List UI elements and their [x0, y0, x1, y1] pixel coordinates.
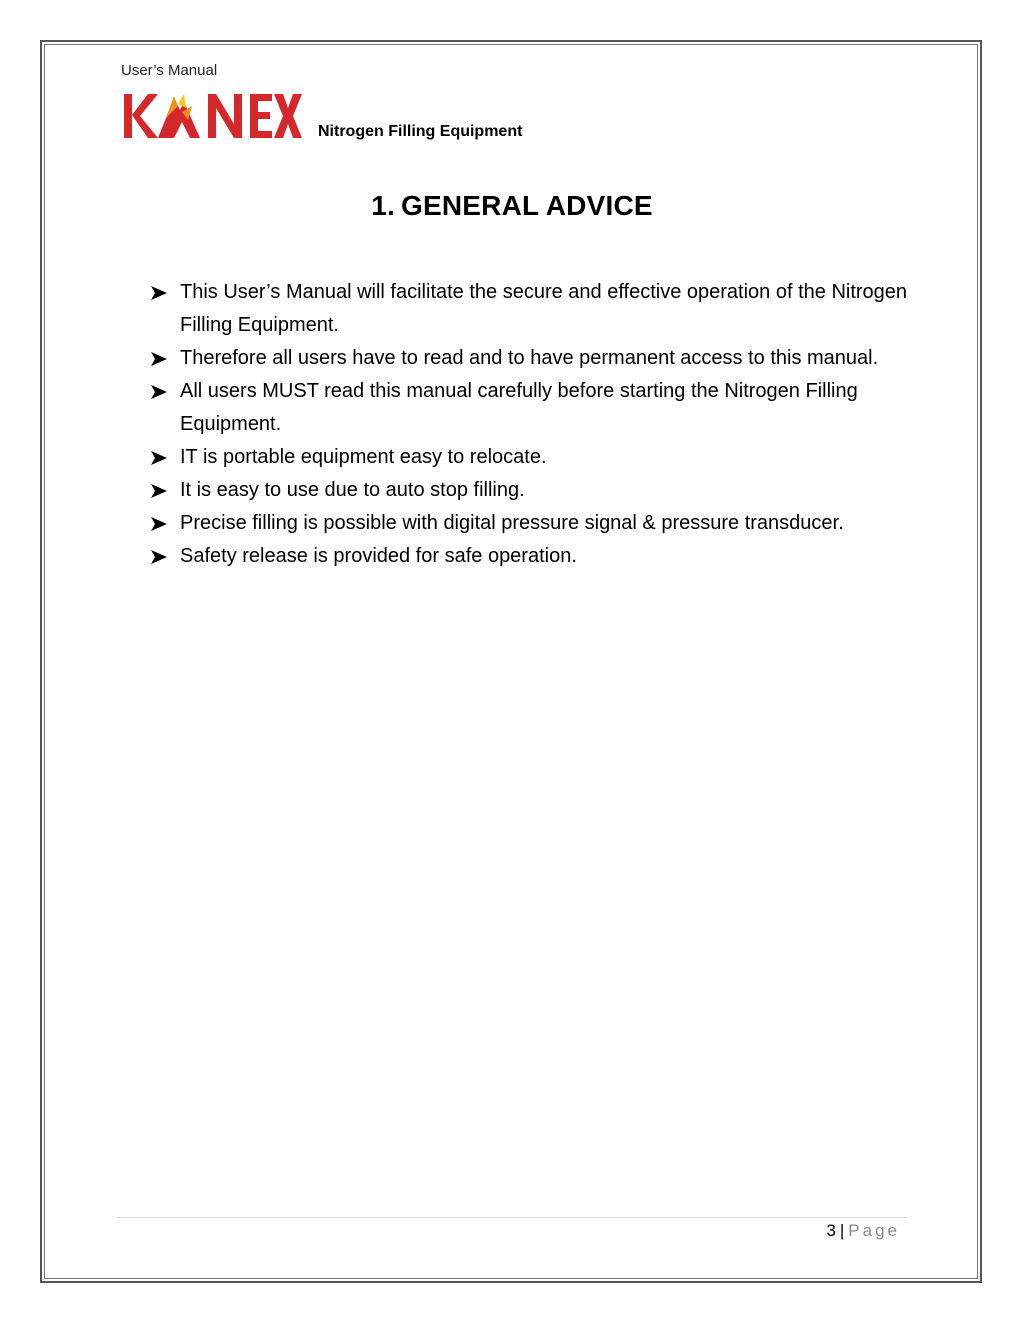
advice-list: [150, 276, 910, 573]
arrowhead-bullet-icon: [151, 484, 167, 498]
section-title: GENERAL ADVICE: [401, 190, 653, 221]
page-number: 3: [826, 1221, 836, 1240]
arrowhead-bullet-icon: [151, 385, 167, 399]
arrowhead-bullet-icon: [151, 286, 167, 300]
arrowhead-bullet-icon: [151, 550, 167, 564]
list-item-text: All users MUST read this manual carefully before starting the Nitrogen Filling Equipment.: [180, 380, 858, 435]
kanex-logo: [122, 88, 302, 142]
list-item-text: Safety release is provided for safe operation.: [180, 545, 577, 567]
page-border: [40, 40, 982, 1283]
arrowhead-bullet-icon: [151, 451, 167, 465]
list-item: [150, 474, 910, 507]
list-item-text: IT is portable equipment easy to relocate.: [180, 446, 547, 468]
page-word: Page: [848, 1221, 900, 1240]
footer-divider: [117, 1217, 907, 1218]
product-name: Nitrogen Filling Equipment: [318, 123, 523, 140]
list-item-text: Precise filling is possible with digital pressure signal & pressure transducer.: [180, 512, 844, 534]
list-item-text: This User’s Manual will facilitate the secure and effective operation of the Nitrogen Filling Equipment.: [180, 281, 908, 336]
arrowhead-bullet-icon: [151, 352, 167, 366]
list-item-text: It is easy to use due to auto stop filling.: [180, 479, 525, 501]
section-number: 1.: [371, 190, 396, 221]
list-item: [150, 375, 910, 441]
list-item: [150, 276, 910, 342]
list-item: [150, 441, 910, 474]
list-item: [150, 540, 910, 573]
page-number-footer: [826, 1221, 900, 1241]
section-heading: [0, 190, 1024, 222]
list-item: [150, 342, 910, 375]
list-item-text: Therefore all users have to read and to have permanent access to this manual.: [180, 347, 879, 369]
list-item: [150, 507, 910, 540]
manual-label: User’s Manual: [121, 62, 218, 79]
arrowhead-bullet-icon: [151, 517, 167, 531]
page-separator: |: [839, 1221, 845, 1240]
page-border-inner: [44, 44, 978, 1279]
